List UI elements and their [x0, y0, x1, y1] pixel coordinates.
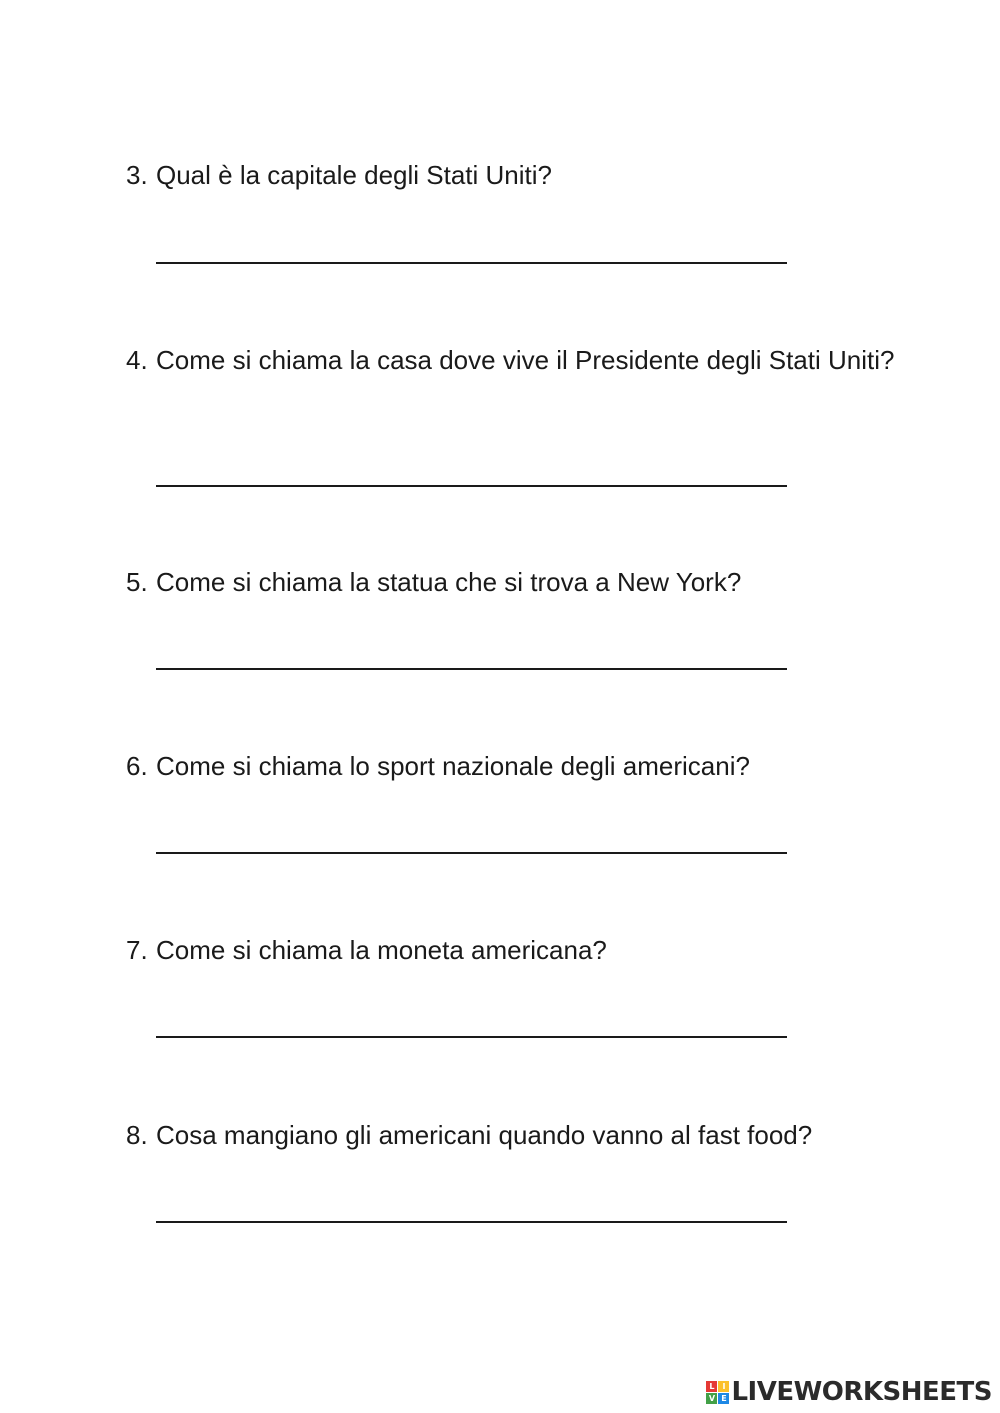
- question-text: Cosa mangiano gli americani quando vanno al fast food?: [156, 1120, 813, 1150]
- question-8: [126, 1116, 902, 1154]
- question-number: 4.: [126, 345, 148, 375]
- question-text: Come si chiama la moneta americana?: [156, 935, 607, 965]
- logo-tile-l: L: [706, 1381, 717, 1392]
- liveworksheets-logo-icon: [706, 1381, 729, 1404]
- logo-tile-i: I: [718, 1381, 729, 1392]
- logo-tile-e: E: [718, 1393, 729, 1404]
- answer-input-8[interactable]: [156, 1221, 787, 1223]
- question-3: [126, 156, 902, 194]
- question-text: Qual è la capitale degli Stati Uniti?: [156, 160, 553, 190]
- question-number: 8.: [126, 1120, 148, 1150]
- question-number: 5.: [126, 567, 148, 597]
- liveworksheets-logo: [706, 1377, 992, 1407]
- answer-input-6[interactable]: [156, 852, 787, 854]
- question-text: Come si chiama la casa dove vive il Presidente degli Stati Uniti?: [156, 345, 895, 375]
- question-text: Come si chiama la statua che si trova a New York?: [156, 567, 742, 597]
- question-number: 3.: [126, 160, 148, 190]
- answer-input-4[interactable]: [156, 485, 787, 487]
- question-4: [126, 341, 902, 379]
- logo-text: LIVEWORKSHEETS: [731, 1377, 992, 1407]
- answer-input-7[interactable]: [156, 1036, 787, 1038]
- answer-input-3[interactable]: [156, 262, 787, 264]
- question-7: [126, 931, 902, 969]
- question-text: Come si chiama lo sport nazionale degli americani?: [156, 751, 750, 781]
- question-number: 6.: [126, 751, 148, 781]
- question-6: [126, 747, 902, 785]
- question-5: [126, 563, 902, 601]
- logo-tile-v: V: [706, 1393, 717, 1404]
- question-number: 7.: [126, 935, 148, 965]
- answer-input-5[interactable]: [156, 668, 787, 670]
